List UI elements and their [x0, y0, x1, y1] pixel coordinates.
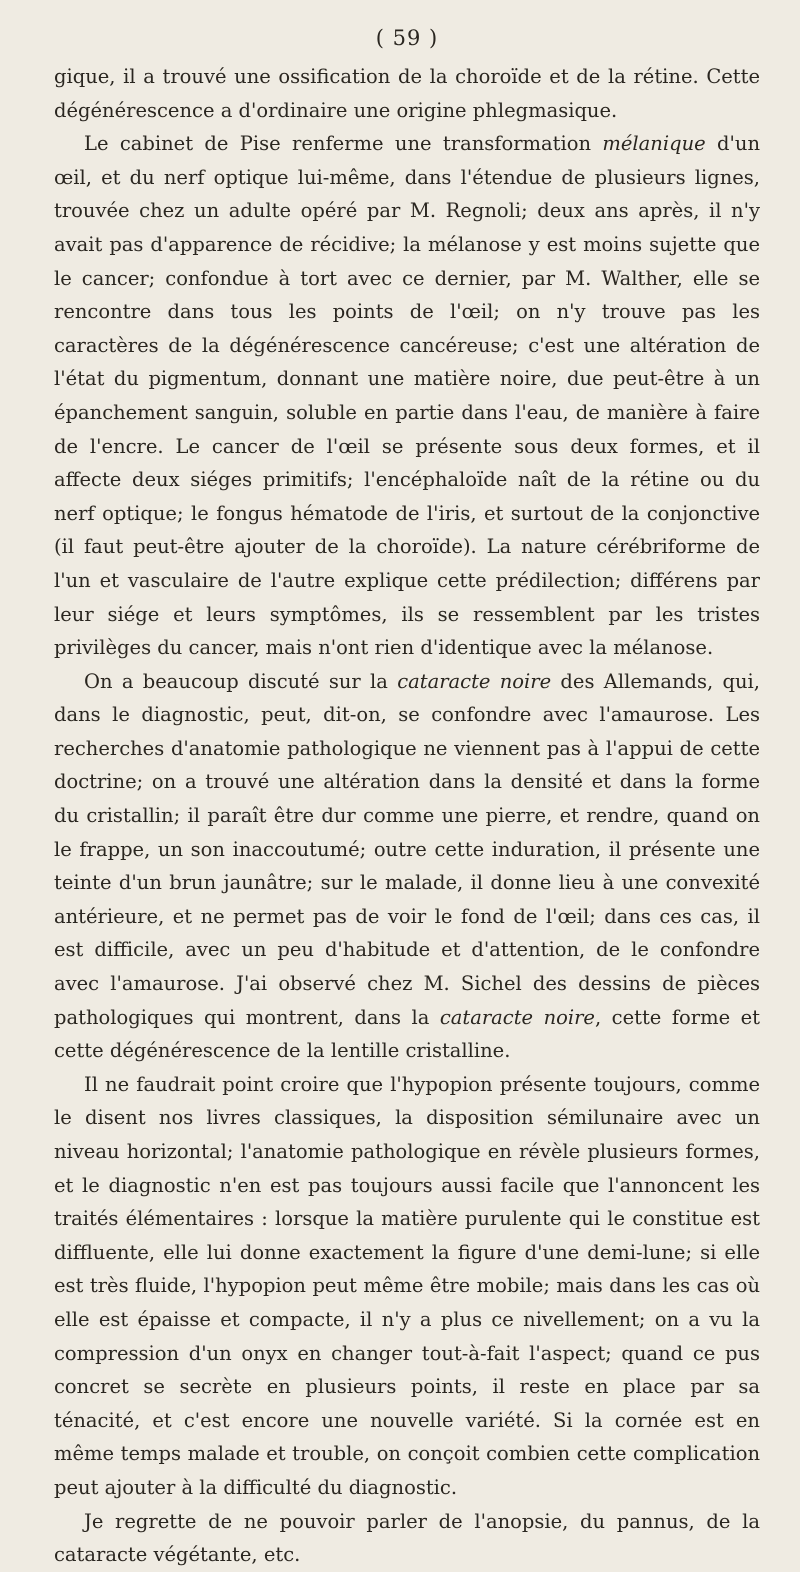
text-run: On a beaucoup discuté sur la [84, 669, 398, 693]
italic-term: cataracte noire [397, 669, 552, 693]
body-text [54, 60, 760, 1572]
text-run: , cette forme et cette dégénérescence de la lentille cristalline. [54, 1005, 760, 1063]
paragraph [54, 665, 760, 1068]
paragraph [54, 60, 760, 127]
page-number: ( 59 ) [375, 26, 439, 50]
paragraph [54, 127, 760, 665]
paragraph [54, 1068, 760, 1505]
text-run: d'un œil, et du nerf optique lui-même, dans l'étendue de plusieurs lignes, trouvée chez un adulte opéré par M. Regnoli; deux ans après, il n'y avait pas d'apparence de récidive; la mélanose y est moins sujette que le cancer; confondue à tort avec ce dernier, par M. Walther, elle se rencontre dans tous les points de l'œil; on n'y trouve pas les caractères de la dégénérescence cancéreuse; c'est une altération de l'état du pigmentum, donnant une matière noire, due peut-être à un épanchement sanguin, soluble en partie dans l'eau, de manière à faire de l'encre. Le cancer de l'œil se présente sous deux formes, et il affecte deux siéges primitifs; l'encéphaloïde naît de la rétine ou du nerf optique; le fongus hématode de l'iris, et surtout de la conjonctive (il faut peut-être ajouter de la choroïde). La nature cérébriforme de l'un et vasculaire de l'autre explique cette prédilection; différens par leur siége et leurs symptômes, ils se ressemblent par les tristes privilèges du cancer, mais n'ont rien d'identique avec la mélanose. [54, 132, 761, 660]
text-run: gique, il a trouvé une ossification de la choroïde et de la rétine. Cette dégénérescence a d'ordinaire une origine phlegmasique. [54, 65, 760, 122]
text-run: Le cabinet de Pise renferme une transformation [84, 132, 603, 156]
italic-term: cataracte noire [439, 1005, 595, 1029]
italic-term: mélanique [602, 132, 706, 156]
text-run: Je regrette de ne pouvoir parler de l'anopsie, du pannus, de la cataracte végétante, etc. [54, 1509, 760, 1567]
text-run: des Allemands, qui, dans le diagnostic, peut, dit-on, se confondre avec l'amaurose. Les recherches d'anatomie pathologique ne viennent pas à l'appui de cette doctrine; on a trouvé une altération dans la densité et dans la forme du cristallin; il paraît être dur comme une pierre, et rendre, quand on le frappe, un son inaccoutumé; outre cette induration, il présente une teinte d'un brun jaunâtre; sur le malade, il donne lieu à une convexité antérieure, et ne permet pas de voir le fond de l'œil; dans ces cas, il est difficile, avec un peu d'habitude et d'attention, de le confondre avec l'amaurose. J'ai observé chez M. Sichel des dessins de pièces pathologiques qui montrent, dans la [54, 669, 760, 1029]
text-run: Il ne faudrait point croire que l'hypopion présente toujours, comme le disent nos livres classiques, la disposition sémilunaire avec un niveau horizontal; l'anatomie pathologique en révèle plusieurs formes, et le diagnostic n'en est pas toujours aussi facile que l'annoncent les traités élémentaires : lorsque la matière purulente qui le constitue est diffluente, elle lui donne exactement la figure d'une demi-lune; si elle est très fluide, l'hypopion peut même être mobile; mais dans les cas où elle est épaisse et compacte, il n'y a plus ce nivellement; on a vu la compression d'un onyx en changer tout-à-fait l'aspect; quand ce pus concret se secrète en plusieurs points, il reste en place par sa ténacité, et c'est encore une nouvelle variété. Si la cornée est en même temps malade et trouble, on conçoit combien cette complication peut ajouter à la difficulté du diagnostic. [54, 1072, 760, 1499]
paragraph [54, 1505, 760, 1572]
